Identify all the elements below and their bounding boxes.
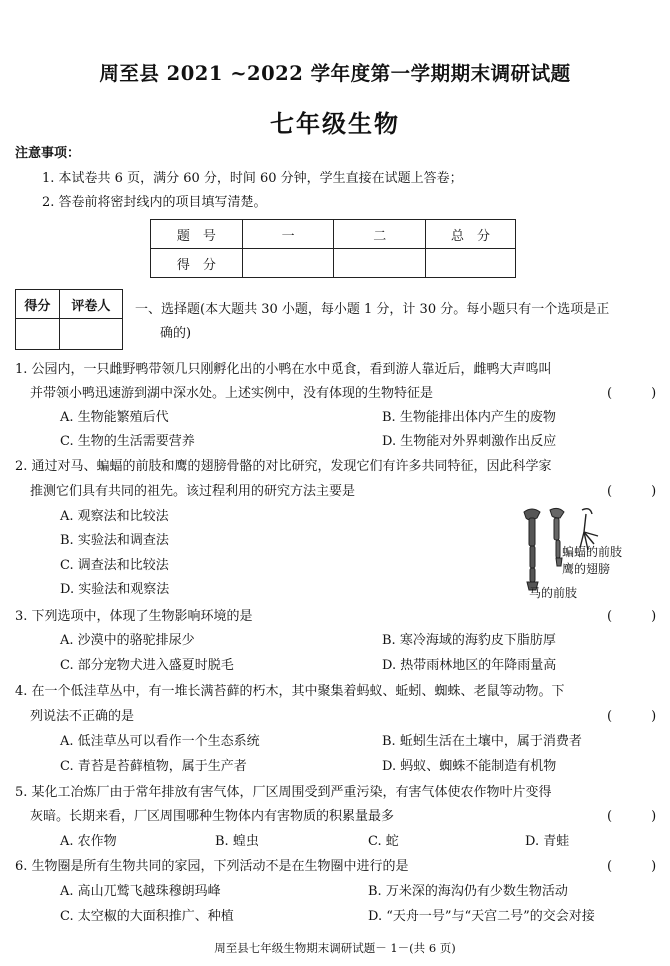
notice-item: 1. 本试卷共 6 页，满分 60 分，时间 60 分钟，学生直接在试题上答卷； xyxy=(42,171,463,186)
exam-title: 周至县 2021 ~2022 学年度第一学期期末调研试题 xyxy=(99,62,571,85)
answer-blank[interactable]: ( ) xyxy=(607,809,657,824)
figure-label-eagle: 鹰的翅膀 xyxy=(562,562,611,576)
figure-label-horse: 马的前肢 xyxy=(529,586,578,600)
section-heading-cont: 确的) xyxy=(160,326,192,341)
answer-blank[interactable]: ( ) xyxy=(607,484,657,499)
question-3-stem: 3. 下列选项中，体现了生物影响环境的是 xyxy=(15,609,253,624)
option[interactable]: C. 生物的生活需要营养 xyxy=(60,434,195,449)
option[interactable]: D. 实验法和观察法 xyxy=(60,582,170,597)
option[interactable]: B. 蝗虫 xyxy=(215,834,259,849)
bat-forelimb-illustration xyxy=(580,509,598,550)
option[interactable]: B. 寒冷海域的海豹皮下脂肪厚 xyxy=(382,633,556,648)
option[interactable]: D. 生物能对外界刺激作出反应 xyxy=(382,434,557,449)
option[interactable]: B. 实验法和调查法 xyxy=(60,533,169,548)
option[interactable]: A. 生物能繁殖后代 xyxy=(60,410,169,425)
question-1-stem: 并带领小鸭迅速游到湖中深水处。上述实例中，没有体现的生物特征是 xyxy=(30,386,434,401)
score-table xyxy=(150,219,516,278)
option[interactable]: A. 低洼草丛可以看作一个生态系统 xyxy=(60,734,260,749)
answer-blank[interactable]: ( ) xyxy=(607,386,657,401)
question-6-stem: 6. 生物圈是所有生物共同的家园，下列活动不是在生物圈中进行的是 xyxy=(15,859,409,874)
grader-name-label: 评卷人 xyxy=(59,290,122,319)
question-1-stem: 1. 公园内，一只雌野鸭带领几只刚孵化出的小鸭在水中觅食，看到游人靠近后，雌鸭大声鸣叫 xyxy=(15,362,552,377)
option[interactable]: A. 高山兀鹫飞越珠穆朗玛峰 xyxy=(60,884,221,899)
option[interactable]: A. 农作物 xyxy=(60,834,117,849)
score-row-label: 得 分 xyxy=(151,249,243,278)
question-2-stem: 推测它们具有共同的祖先。该过程利用的研究方法主要是 xyxy=(30,484,356,499)
answer-blank[interactable]: ( ) xyxy=(607,709,657,724)
page-footer: 周至县七年级生物期末调研试题－ 1－(共 6 页) xyxy=(214,941,456,955)
option[interactable]: D. “天舟一号”与“天宫二号”的交会对接 xyxy=(368,909,595,924)
horse-forelimb-illustration xyxy=(524,509,540,590)
question-5-stem: 5. 某化工冶炼厂由于常年排放有害气体，厂区周围受到严重污染，有害气体使农作物叶片变得 xyxy=(15,785,552,800)
score-input-cell[interactable] xyxy=(242,249,334,278)
grader-score-label: 得分 xyxy=(16,290,60,319)
option[interactable]: C. 部分宠物犬进入盛夏时脱毛 xyxy=(60,658,234,673)
option[interactable]: D. 热带雨林地区的年降雨量高 xyxy=(382,658,557,673)
notice-heading: 注意事项： xyxy=(15,146,81,161)
option[interactable]: A. 沙漠中的骆驼排尿少 xyxy=(60,633,195,648)
score-header-cell: 一 xyxy=(242,220,334,249)
answer-blank[interactable]: ( ) xyxy=(607,859,657,874)
option[interactable]: D. 蚂蚁、蜘蛛不能制造有机物 xyxy=(382,759,557,774)
section-heading: 一、选择题(本大题共 30 小题，每小题 1 分，计 30 分。每小题只有一个选项是正 xyxy=(135,302,610,317)
grader-score-cell[interactable] xyxy=(16,319,60,350)
question-5-stem: 灰暗。长期来看，厂区周围哪种生物体内有害物质的积累量最多 xyxy=(30,809,395,824)
score-header-cell: 题 号 xyxy=(151,220,243,249)
option[interactable]: C. 太空椒的大面积推广、种植 xyxy=(60,909,234,924)
option[interactable]: A. 观察法和比较法 xyxy=(60,509,169,524)
question-2-stem: 2. 通过对马、蝙蝠的前肢和鹰的翅膀骨骼的对比研究，发现它们有许多共同特征，因此科学家 xyxy=(15,459,552,474)
answer-blank[interactable]: ( ) xyxy=(607,609,657,624)
grader-table xyxy=(15,289,123,350)
score-header-cell: 总 分 xyxy=(426,220,516,249)
score-input-cell[interactable] xyxy=(334,249,426,278)
option[interactable]: B. 生物能排出体内产生的废物 xyxy=(382,410,556,425)
option[interactable]: B. 万米深的海沟仍有少数生物活动 xyxy=(368,884,568,899)
option[interactable]: C. 蛇 xyxy=(368,834,399,849)
option[interactable]: D. 青蛙 xyxy=(525,834,570,849)
option[interactable]: C. 青苔是苔藓植物，属于生产者 xyxy=(60,759,247,774)
exam-subject: 七年级生物 xyxy=(270,109,400,138)
option[interactable]: C. 调查法和比较法 xyxy=(60,558,169,573)
figure-label-bat: 蝙蝠的前肢 xyxy=(562,545,623,559)
notice-item: 2. 答卷前将密封线内的项目填写清楚。 xyxy=(42,195,267,210)
score-header-cell: 二 xyxy=(334,220,426,249)
question-4-stem: 列说法不正确的是 xyxy=(30,709,135,724)
option[interactable]: B. 蚯蚓生活在土壤中，属于消费者 xyxy=(382,734,582,749)
grader-name-cell[interactable] xyxy=(59,319,122,350)
score-input-cell[interactable] xyxy=(426,249,516,278)
question-4-stem: 4. 在一个低洼草丛中，有一堆长满苔藓的朽木，其中聚集着蚂蚁、蚯蚓、蜘蛛、老鼠等动物。下 xyxy=(15,684,565,699)
